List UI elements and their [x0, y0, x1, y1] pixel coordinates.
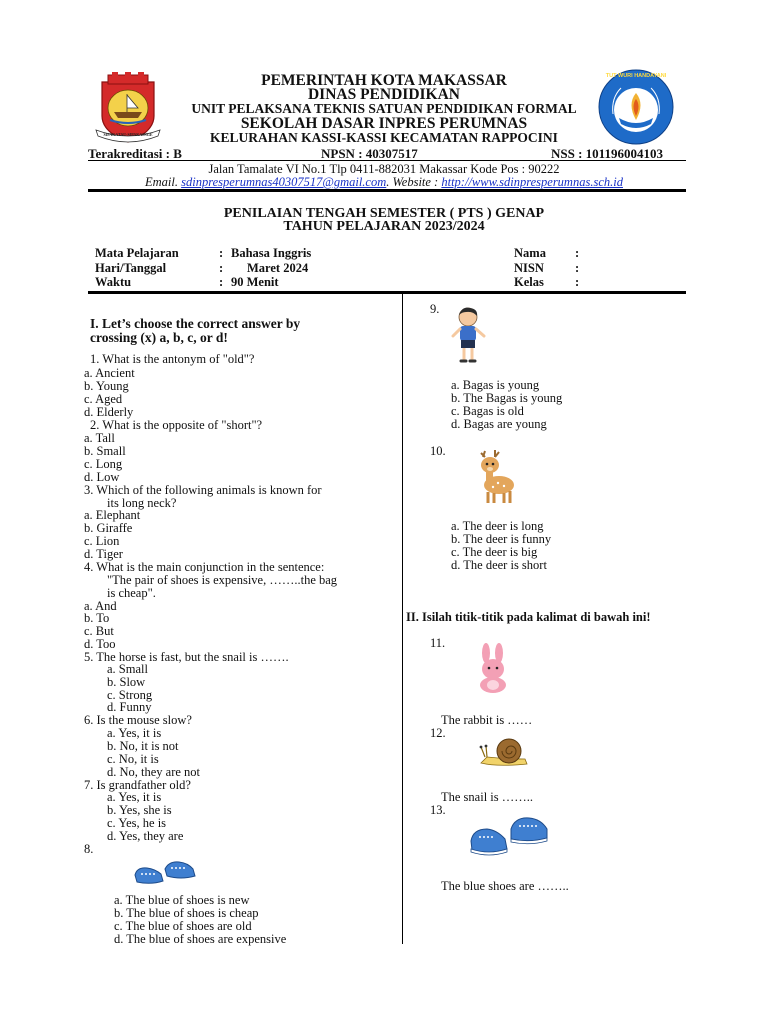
shoes-illustration [133, 857, 197, 887]
info-label-subject: Mata Pelajaran [95, 246, 179, 260]
q10-number: 10. [430, 444, 446, 458]
boy-illustration [448, 306, 488, 366]
header-address-area: KELURAHAN KASSI-KASSI KECAMATAN RAPPOCINI [210, 130, 558, 145]
header-divider [88, 189, 686, 192]
info-label-nisn: NISN [514, 261, 544, 275]
q12-sentence: The snail is …….. [441, 790, 534, 804]
question-text: 4. What is the main conjunction in the sentence: [84, 560, 325, 574]
section-2-instruction: II. Isilah titik-titik pada kalimat di bawah ini! [406, 610, 651, 624]
nss: NSS : 101196004103 [551, 146, 663, 161]
logo-motto-text: TUT WURI HANDAYANI [605, 73, 667, 79]
answer-option[interactable]: d. Elderly [84, 405, 134, 419]
q10-option-a[interactable]: a. The deer is long [451, 519, 544, 533]
q8-option-c[interactable]: c. The blue of shoes are old [114, 919, 252, 933]
answer-option[interactable]: b. Slow [107, 675, 146, 689]
accreditation: Terakreditasi : B [88, 146, 182, 161]
answer-option[interactable]: b. Small [84, 444, 126, 458]
answer-option[interactable]: d. Funny [107, 700, 152, 714]
answer-option[interactable]: a. Yes, it is [107, 726, 162, 740]
answer-option[interactable]: b. To [84, 611, 110, 625]
q10-option-d[interactable]: d. The deer is short [451, 558, 547, 572]
question-text: 1. What is the antonym of "old"? [90, 352, 255, 366]
info-value-subject: Bahasa Inggris [231, 246, 312, 260]
info-label-time: Waktu [95, 275, 132, 289]
header-unit: UNIT PELAKSANA TEKNIS SATUAN PENDIDIKAN FORMAL [191, 101, 577, 116]
question-text: "The pair of shoes is expensive, ……..the bag [107, 573, 338, 587]
school-address: Jalan Tamalate VI No.1 Tlp 0411-882031 Makassar Kode Pos : 90222 [208, 162, 560, 176]
answer-option[interactable]: c. Strong [107, 688, 153, 702]
q9-option-c[interactable]: c. Bagas is old [451, 404, 524, 418]
answer-option[interactable]: a. Ancient [84, 366, 135, 380]
email-link[interactable]: sdinpresperumnas40307517@gmail.com [181, 175, 387, 189]
question-text: 5. The horse is fast, but the snail is ……. [84, 650, 289, 664]
info-divider [88, 291, 686, 294]
answer-option[interactable]: c. Aged [84, 392, 123, 406]
q8-option-d[interactable]: d. The blue of shoes are expensive [114, 932, 287, 946]
answer-option[interactable]: b. Young [84, 379, 129, 393]
answer-option[interactable]: a. Tall [84, 431, 115, 445]
answer-option[interactable]: a. And [84, 599, 117, 613]
answer-option[interactable]: b. Yes, she is [107, 803, 172, 817]
answer-option[interactable]: d. Yes, they are [107, 829, 184, 843]
website-link[interactable]: http://www.sdinpresperumnas.sch.id [441, 175, 623, 189]
q12-number: 12. [430, 726, 446, 740]
info-label-name: Nama [514, 246, 546, 260]
answer-option[interactable]: b. Giraffe [84, 521, 133, 535]
website-label: . Website : [386, 175, 442, 189]
logo-ribbon-text: SIPAKATAU-SIPAKAINGE [103, 132, 153, 137]
question-text: 8. [84, 842, 94, 856]
header-government: PEMERINTAH KOTA MAKASSAR [261, 72, 507, 89]
snail-illustration [477, 737, 532, 769]
section-1-instruction: crossing (x) a, b, c, or d! [90, 330, 228, 345]
deer-illustration [471, 447, 519, 505]
email-label: Email. [145, 175, 182, 189]
q13-sentence: The blue shoes are …….. [441, 879, 569, 893]
q9-option-b[interactable]: b. The Bagas is young [451, 391, 563, 405]
answer-option[interactable]: c. Lion [84, 534, 120, 548]
question-text: 6. Is the mouse slow? [84, 713, 192, 727]
q10-option-c[interactable]: c. The deer is big [451, 545, 538, 559]
q9-number: 9. [430, 302, 440, 316]
exam-title: PENILAIAN TENGAH SEMESTER ( PTS ) GENAP [223, 206, 545, 221]
info-colon: : [219, 261, 224, 275]
info-value-time: 90 Menit [231, 275, 279, 289]
answer-option[interactable]: d. Too [84, 637, 116, 651]
answer-option[interactable]: c. Long [84, 457, 123, 471]
header-department: DINAS PENDIDIKAN [307, 86, 460, 103]
q9-option-d[interactable]: d. Bagas are young [451, 417, 547, 431]
answer-option[interactable]: a. Small [107, 662, 148, 676]
answer-option[interactable]: c. No, it is [107, 752, 159, 766]
answer-option[interactable]: a. Yes, it is [107, 790, 162, 804]
question-text: 3. Which of the following animals is known for [84, 483, 322, 497]
q11-sentence: The rabbit is …… [441, 713, 533, 727]
answer-option[interactable]: d. Tiger [84, 547, 123, 561]
q10-option-b[interactable]: b. The deer is funny [451, 532, 552, 546]
info-value-date: Maret 2024 [247, 261, 309, 275]
npsn: NPSN : 40307517 [321, 146, 418, 161]
info-colon: : [575, 275, 580, 289]
info-colon: : [575, 246, 580, 260]
info-colon: : [219, 275, 224, 289]
question-text: 2. What is the opposite of "short"? [90, 418, 263, 432]
column-divider [402, 294, 403, 944]
exam-year: TAHUN PELAJARAN 2023/2024 [283, 219, 485, 234]
blue-shoes-illustration [469, 815, 549, 857]
contact-line [0, 175, 768, 190]
answer-option[interactable]: b. No, it is not [107, 739, 179, 753]
q8-option-a[interactable]: a. The blue of shoes is new [114, 893, 250, 907]
rabbit-illustration [474, 643, 512, 695]
answer-option[interactable]: a. Elephant [84, 508, 141, 522]
header-school-name: SEKOLAH DASAR INPRES PERUMNAS [240, 115, 528, 132]
info-label-date: Hari/Tanggal [95, 261, 167, 275]
answer-option[interactable]: d. No, they are not [107, 765, 201, 779]
info-colon: : [219, 246, 224, 260]
q13-number: 13. [430, 803, 446, 817]
question-text: is cheap". [107, 586, 156, 600]
question-text: its long neck? [107, 496, 177, 510]
section-1-instruction: I. Let’s choose the correct answer by [90, 316, 301, 331]
answer-option[interactable]: c. But [84, 624, 114, 638]
question-text: 7. Is grandfather old? [84, 778, 191, 792]
q9-option-a[interactable]: a. Bagas is young [451, 378, 540, 392]
q8-option-b[interactable]: b. The blue of shoes is cheap [114, 906, 259, 920]
answer-option[interactable]: d. Low [84, 470, 120, 484]
info-label-class: Kelas [514, 275, 544, 289]
divider [88, 160, 686, 161]
q11-number: 11. [430, 636, 446, 650]
answer-option[interactable]: c. Yes, he is [107, 816, 167, 830]
info-colon: : [575, 261, 580, 275]
